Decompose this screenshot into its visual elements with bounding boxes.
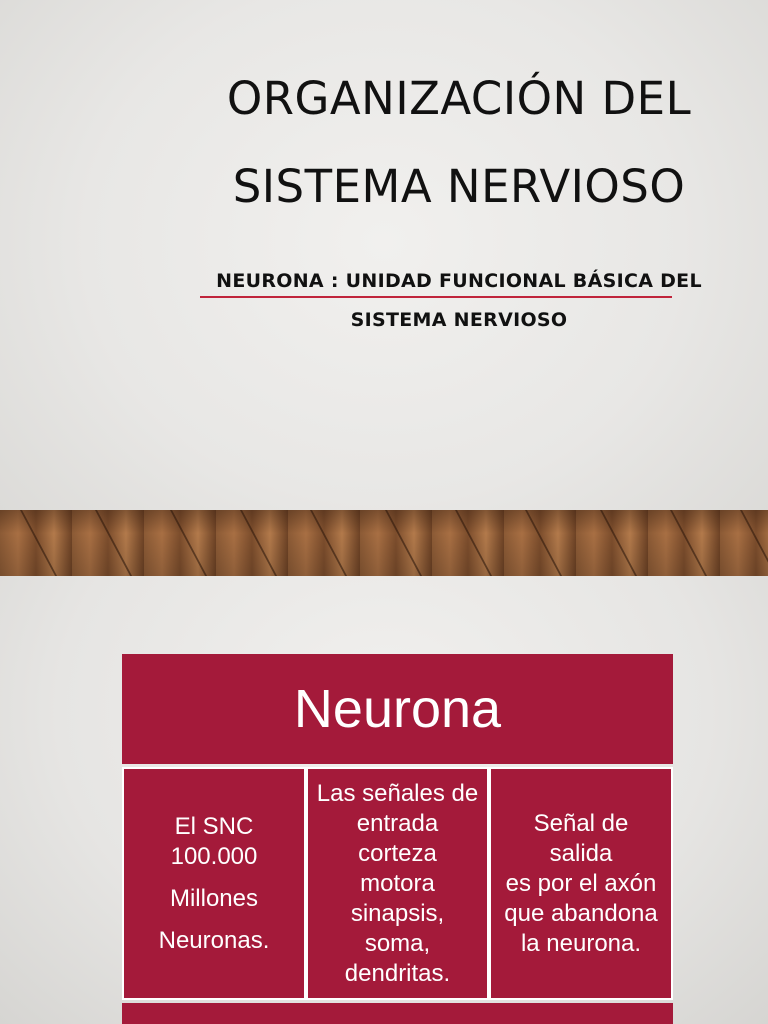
card-line: entrada: [356, 809, 439, 837]
wood-floor-decoration: [0, 510, 768, 576]
card-input-signals: [306, 767, 489, 1000]
card-snc: [122, 767, 306, 1000]
card-line: 100.000: [170, 842, 258, 870]
slide-subtitle-line-2: SISTEMA NERVIOSO: [350, 309, 568, 331]
card-line: que abandona: [504, 899, 658, 927]
card-line: dendritas.: [344, 959, 451, 987]
bottom-box: [122, 1003, 673, 1024]
card-line: Las señales de: [316, 779, 479, 807]
slide-title-line-1: ORGANIZACIÓN DEL: [226, 72, 692, 125]
card-line: corteza: [358, 839, 437, 867]
slide-2: [0, 576, 768, 1024]
card-line: Millones: [169, 884, 258, 912]
card-line: Neuronas.: [158, 926, 270, 954]
neurona-header: Neurona: [122, 654, 673, 764]
card-line: es por el axón: [505, 869, 657, 897]
slide-title-line-2: SISTEMA NERVIOSO: [232, 160, 686, 213]
card-line: Señal de salida: [533, 809, 629, 867]
card-output-signal: [489, 767, 673, 1000]
card-line: El SNC: [174, 812, 254, 840]
accent-divider: [200, 296, 672, 298]
slide-subtitle-line-1: NEURONA : UNIDAD FUNCIONAL BÁSICA DEL: [216, 270, 702, 292]
card-line: la neurona.: [520, 929, 642, 957]
card-line: sinapsis, soma,: [350, 899, 445, 957]
card-line: motora: [360, 869, 435, 897]
